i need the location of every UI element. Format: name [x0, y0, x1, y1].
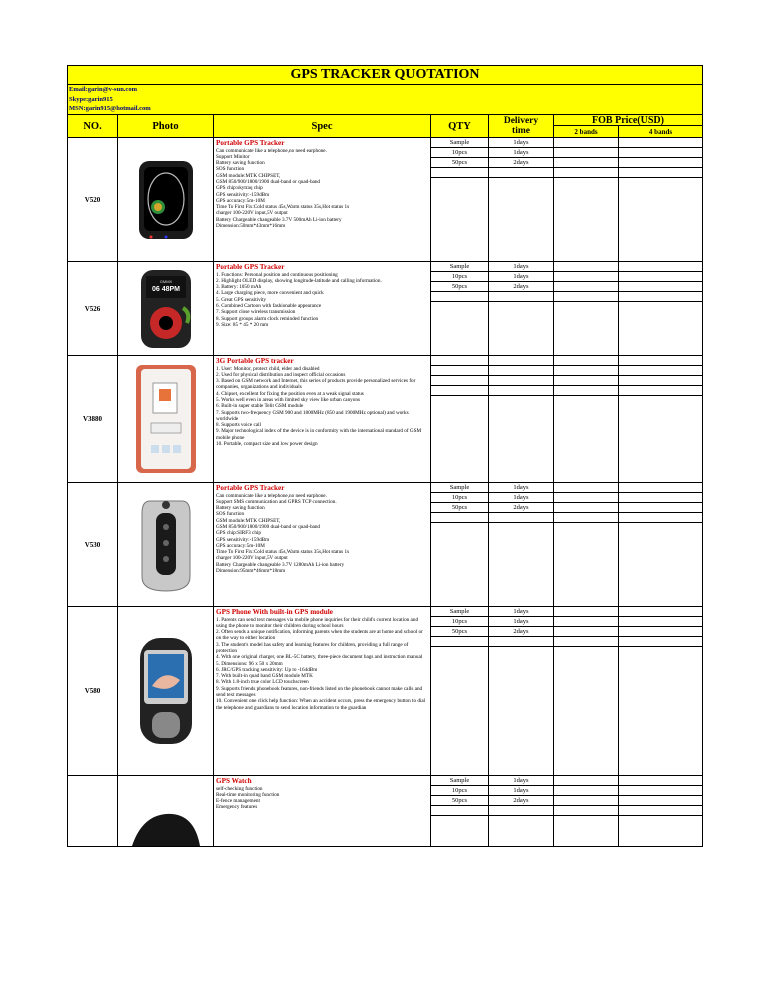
qty-cell	[431, 607, 489, 775]
spec-line: Time To First Fix:Cold status 45s,Warm status 35s,Hot status 1s	[216, 204, 350, 211]
spec-line: Battery Chargeable changeable 3.7V 1280mAh Li-ion battery	[216, 561, 345, 568]
header-spec: Spec	[214, 115, 431, 137]
spec-line: GSM 850/900/1800/1900 dual-band or quad-band	[216, 178, 321, 185]
product-model: V530	[68, 483, 118, 606]
delivery-value: 1days	[489, 493, 553, 503]
qty-value: 10pcs	[431, 786, 488, 796]
price-4-bands	[619, 138, 702, 261]
delivery-value	[489, 366, 553, 376]
spec-line: Battery saving function	[216, 505, 265, 512]
qty-cell	[431, 776, 489, 846]
qty-value: Sample	[431, 262, 488, 272]
qty-value: 10pcs	[431, 148, 488, 158]
spec-line: GPS chip:SIRF3 chip	[216, 530, 261, 537]
spec-line: GSM 850/900/1800/1900 dual-band or quad-band	[216, 523, 321, 530]
device-clock-text: 06 48PM	[151, 285, 180, 293]
contact-skype: Skype:garin915	[69, 95, 113, 103]
spec-line: Support SMS communication and GPRS TCP connection.	[216, 498, 337, 505]
spec-line: 10. Convenient one click help function: When an accident occurs, press the emergency button to dial the telephone and guardians to send location information to the guardian	[216, 698, 426, 711]
header-4-bands: 4 bands	[648, 127, 673, 136]
delivery-value	[489, 513, 553, 523]
product-spec	[214, 776, 431, 846]
product-title: GPS Phone With built-in GPS module	[216, 608, 333, 616]
delivery-value: 1days	[489, 607, 553, 617]
qty-cell	[431, 356, 489, 482]
price-2-bands	[554, 138, 619, 261]
delivery-cell	[489, 356, 554, 482]
qty-value	[431, 376, 488, 386]
spec-line: 8. Support groups alarm clock reminded function	[216, 315, 319, 322]
qty-cell	[431, 138, 489, 261]
delivery-cell	[489, 262, 554, 355]
delivery-cell	[489, 776, 554, 846]
contact-info	[68, 85, 702, 115]
delivery-value	[489, 292, 553, 302]
delivery-value	[489, 806, 553, 816]
spec-line: Can communicate like a telephone,no need earphone.	[216, 492, 327, 499]
product-spec	[214, 138, 431, 261]
spec-line: 1. Parents can send text messages via mobile phone inquiries for their child's current location and using the phone to monitor their children during school hours	[216, 616, 419, 629]
product-spec	[214, 483, 431, 606]
delivery-value: 1days	[489, 776, 553, 786]
spec-line: 7. Supports two-frequency GSM 900 and 1800MHz (850 and 1900MHz optional) and works worldwide	[216, 409, 409, 422]
qty-value: 10pcs	[431, 272, 488, 282]
spec-line: 2. Often sends a unique notification, informing parents when the students are at home and school or on the way to either location	[216, 629, 423, 642]
qty-value: Sample	[431, 607, 488, 617]
quotation-sheet	[67, 65, 703, 847]
spec-line: 4. Chipset, excellent for fixing the position even at a weak signal status	[216, 390, 364, 397]
product-model	[68, 776, 118, 846]
spec-line: 4. With one original charger, one BL-5C battery, three-piece document bags and instruction manual	[216, 654, 423, 661]
spec-line: 8. Supports voice call	[216, 422, 261, 429]
product-model: V520	[68, 138, 118, 261]
product-row	[68, 138, 702, 262]
qty-value: 50pcs	[431, 158, 488, 168]
delivery-value	[489, 356, 553, 366]
qty-value: 50pcs	[431, 627, 488, 637]
spec-line: Battery saving function	[216, 160, 265, 167]
delivery-value: 2days	[489, 282, 553, 292]
delivery-value	[489, 376, 553, 386]
spec-line: 10. Portable, compact size and low power design	[216, 441, 318, 448]
qty-value: 50pcs	[431, 796, 488, 806]
product-spec	[214, 607, 431, 775]
delivery-value: 2days	[489, 158, 553, 168]
product-photo	[118, 483, 214, 606]
spec-line: GPS sensitivity:-159dBm	[216, 536, 270, 543]
qty-value: Sample	[431, 483, 488, 493]
svg-text:GMMX: GMMX	[159, 278, 172, 284]
spec-line: Dimension:50mm*43mm*16mm	[216, 223, 286, 230]
product-model: V526	[68, 262, 118, 355]
qty-value: Sample	[431, 776, 488, 786]
product-rows	[68, 138, 702, 847]
spec-line: 8. With 1.8-inch true color LCD touchscreen	[216, 679, 309, 686]
delivery-value: 1days	[489, 617, 553, 627]
product-photo	[118, 607, 214, 775]
delivery-value: 1days	[489, 483, 553, 493]
qty-value	[431, 386, 488, 396]
product-model: V580	[68, 607, 118, 775]
spec-line: 5. Works well even in areas with limited sky view like urban canyons	[216, 396, 360, 403]
header-no: NO.	[68, 115, 118, 137]
spec-line: charger 100-220V input,5V output	[216, 555, 288, 562]
delivery-value	[489, 168, 553, 178]
delivery-value: 1days	[489, 138, 553, 148]
spec-line: GSM module:MTK CHIPSET,	[216, 517, 281, 524]
spec-line: Can communicate like a telephone,no need earphone.	[216, 147, 327, 154]
delivery-value: 1days	[489, 148, 553, 158]
qty-value	[431, 292, 488, 302]
price-4-bands	[619, 262, 702, 355]
product-photo	[118, 776, 214, 846]
spec-line: 3. The student's model has safety and learning features for children, providing a full range of protection	[216, 641, 409, 654]
header-delivery-line2: time	[512, 126, 530, 136]
delivery-value: 2days	[489, 503, 553, 513]
spec-line: 3. Battery: 1050 mAh	[216, 284, 262, 291]
spec-line: 2. Highlight OLED display, showing longitude-latitude and calling information.	[216, 277, 382, 284]
spec-line: Battery Chargeable changeable 3.7V 500mAh Li-ion battery	[216, 216, 342, 223]
spec-line: SOS function	[216, 166, 245, 173]
spec-line: self-checking function	[216, 785, 263, 792]
product-title: Portable GPS Tracker	[216, 139, 285, 147]
header-delivery	[489, 115, 554, 137]
table-header	[68, 115, 702, 138]
spec-line: 9. Size: 85 * 45 * 20 mm	[216, 321, 269, 328]
price-2-bands	[554, 776, 619, 846]
qty-value: 10pcs	[431, 617, 488, 627]
product-photo	[118, 138, 214, 261]
spec-line: 1. Functions: Personal position and continuous positioning	[216, 271, 338, 278]
delivery-value	[489, 637, 553, 647]
product-photo	[118, 356, 214, 482]
spec-line: 7. With built-in quad band GSM module MTK	[216, 673, 313, 680]
spec-line: 5. Great GPS sensitivity	[216, 296, 267, 303]
spec-line: 3. Based on GSM network and Internet, this series of products provide personalized services for companies, organizations and individuals	[216, 378, 416, 391]
product-title: Portable GPS Tracker	[216, 484, 285, 492]
delivery-value: 2days	[489, 796, 553, 806]
delivery-cell	[489, 138, 554, 261]
product-spec	[214, 356, 431, 482]
spec-line: 9. Supports friends phonebook features, non-friends listed on the phonebook cannot make calls and send text messages	[216, 685, 423, 699]
spec-line: 9. Major technological index of the device is in conformity with the international standard of GSM mobile phone	[216, 428, 422, 441]
product-row	[68, 356, 702, 483]
qty-value	[431, 513, 488, 523]
qty-value: Sample	[431, 138, 488, 148]
spec-line: GSM module:MTK CHIPSET,	[216, 172, 281, 179]
spec-line: 2. Used for physical distribution and inspect official occasions	[216, 371, 346, 378]
spec-line: GPS accuracy:5m-10M	[216, 542, 265, 549]
spec-line: Time To First Fix:Cold status 45s,Warm status 35s,Hot status 1s	[216, 549, 350, 556]
delivery-value: 1days	[489, 786, 553, 796]
spec-line: GPS sensitivity:-159dBm	[216, 191, 270, 198]
qty-value: 50pcs	[431, 282, 488, 292]
product-spec	[214, 262, 431, 355]
qty-value	[431, 366, 488, 376]
spec-line: 4. Large charging piece, more convenient and quick	[216, 290, 324, 297]
spec-line: Support Minitor	[216, 153, 250, 160]
product-row	[68, 776, 702, 847]
spec-line: GPS accuracy:5m-10M	[216, 197, 265, 204]
product-row	[68, 607, 702, 776]
product-title: 3G Portable GPS tracker	[216, 357, 294, 365]
delivery-cell	[489, 607, 554, 775]
price-2-bands	[554, 356, 619, 482]
price-2-bands	[554, 607, 619, 775]
price-2-bands	[554, 483, 619, 606]
header-qty: QTY	[431, 115, 489, 137]
spec-line: GPS chip:skytraq chip	[216, 185, 263, 192]
spec-line: 6. JRC/GPS tracking sensitivity: Up to -164dBm	[216, 666, 318, 673]
price-4-bands	[619, 356, 702, 482]
spec-line: charger 100-220V input,5V output	[216, 210, 288, 217]
header-2-bands: 2 bands	[554, 126, 619, 137]
spec-line: 5. Dimensions: 96 x 50 x 20mm	[216, 660, 283, 667]
spec-line: 1. User: Monitor, protect child, elder and disabled	[216, 365, 320, 372]
qty-value: 10pcs	[431, 493, 488, 503]
product-model: V3880	[68, 356, 118, 482]
qty-cell	[431, 483, 489, 606]
spec-line: Real-time monitoring function	[216, 791, 280, 798]
qty-value	[431, 356, 488, 366]
delivery-value: 1days	[489, 272, 553, 282]
delivery-value: 1days	[489, 262, 553, 272]
price-2-bands	[554, 262, 619, 355]
product-title: Portable GPS Tracker	[216, 263, 285, 271]
sheet-title: GPS TRACKER QUOTATION	[68, 65, 702, 85]
price-4-bands	[619, 607, 702, 775]
header-delivery-line1: Delivery	[503, 116, 539, 126]
product-row	[68, 483, 702, 607]
qty-value	[431, 637, 488, 647]
spec-line: SOS function	[216, 511, 245, 518]
product-photo	[118, 262, 214, 355]
spec-line: 6. Built-in super stable Telit GSM module	[216, 403, 304, 410]
price-4-bands	[619, 776, 702, 846]
qty-value	[431, 806, 488, 816]
spec-line: Emergency features	[216, 804, 258, 811]
qty-value: 50pcs	[431, 503, 488, 513]
delivery-cell	[489, 483, 554, 606]
price-4-bands	[619, 483, 702, 606]
header-photo: Photo	[118, 115, 214, 137]
contact-msn: MSN:garin915@hotmail.com	[69, 105, 151, 112]
spec-line: 7. Support close wireless transmission	[216, 309, 296, 316]
qty-cell	[431, 262, 489, 355]
spec-line: E-fence management	[216, 798, 260, 805]
delivery-value	[489, 386, 553, 396]
delivery-value: 2days	[489, 627, 553, 637]
spec-line: Dimension:95mm*46mm*18mm	[216, 568, 286, 575]
qty-value	[431, 168, 488, 178]
header-fob-price: FOB Price(USD)	[554, 115, 702, 126]
product-row	[68, 262, 702, 356]
spec-line: 6. Combined Cartoon with fashionable appearance	[216, 302, 322, 309]
product-title: GPS Watch	[216, 777, 252, 785]
contact-email: Email:garin@v-sun.com	[69, 86, 137, 93]
